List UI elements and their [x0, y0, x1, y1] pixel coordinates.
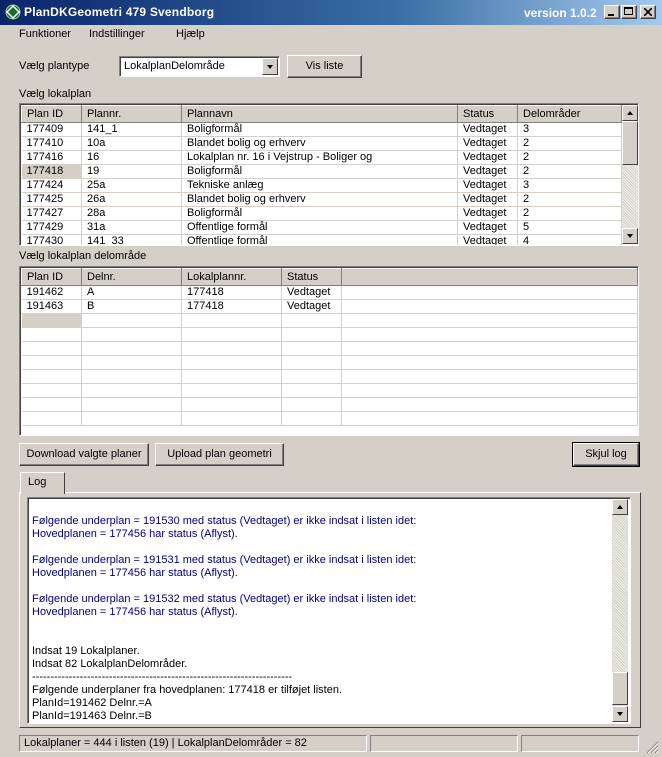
- empty-cell: [22, 314, 82, 328]
- hide-log-button[interactable]: Skjul log: [573, 443, 639, 466]
- column-header-delnr[interactable]: Delnr.: [82, 269, 182, 286]
- empty-cell: [342, 412, 638, 426]
- version-label: version 1.0.2: [524, 6, 597, 20]
- table-cell: Vedtaget: [458, 179, 518, 193]
- table-cell: Vedtaget: [458, 193, 518, 207]
- empty-row: [22, 314, 638, 328]
- empty-cell: [82, 342, 182, 356]
- table-cell: 26a: [82, 193, 182, 207]
- table-cell: 177418: [182, 286, 282, 300]
- table-row[interactable]: [22, 123, 622, 137]
- plantype-selected-value: LokalplanDelområde: [124, 60, 225, 72]
- table-cell: 2: [518, 207, 622, 221]
- status-panel-empty: [370, 735, 518, 752]
- log-line: PlanId=191462 Delnr.=A: [32, 697, 152, 709]
- log-line: Hovedplanen = 177456 har status (Aflyst).: [32, 606, 238, 618]
- empty-cell: [282, 342, 342, 356]
- table-cell: [342, 286, 638, 300]
- table-cell: Lokalplan nr. 16 i Vejstrup - Boliger og: [182, 151, 458, 165]
- table-cell: Vedtaget: [282, 300, 342, 314]
- tab-log[interactable]: Log: [20, 472, 65, 494]
- log-line: Følgende underplan = 191532 med status (Vedtaget) er ikke indsat i listen idet:: [32, 593, 417, 605]
- table-cell: 2: [518, 165, 622, 179]
- minimize-icon: [608, 14, 614, 16]
- empty-cell: [182, 328, 282, 342]
- download-button[interactable]: Download valgte planer: [19, 443, 149, 466]
- table-cell: 191463: [22, 300, 82, 314]
- log-line: Indsat 19 Lokalplaner.: [32, 645, 140, 657]
- table-cell: 16: [82, 151, 182, 165]
- minimize-button[interactable]: [604, 5, 620, 19]
- empty-row: [22, 342, 638, 356]
- column-header-plannr[interactable]: Plannr.: [82, 106, 182, 123]
- delomraade-grid[interactable]: [19, 266, 639, 436]
- scroll-down-button[interactable]: [622, 228, 638, 244]
- table-cell: 177416: [22, 151, 82, 165]
- table-row[interactable]: [22, 179, 622, 193]
- log-scrollbar[interactable]: [612, 499, 628, 722]
- empty-row: [22, 412, 638, 426]
- log-line: Følgende underplan = 191530 med status (Vedtaget) er ikke indsat i listen idet:: [32, 515, 417, 527]
- column-header-plan-id[interactable]: Plan ID: [22, 106, 82, 123]
- upload-button[interactable]: Upload plan geometri: [155, 443, 284, 466]
- table-cell: Vedtaget: [458, 137, 518, 151]
- log-line: -----------------------------------------------------------------------: [32, 671, 293, 683]
- log-line: Hovedplanen = 177456 har status (Aflyst).: [32, 567, 238, 579]
- log-line: Følgende underplaner fra hovedplanen: 177418 er tilføjet listen.: [32, 684, 343, 696]
- empty-row: [22, 356, 638, 370]
- empty-cell: [82, 398, 182, 412]
- column-header-status[interactable]: Status: [458, 106, 518, 123]
- empty-cell: [22, 412, 82, 426]
- empty-cell: [282, 370, 342, 384]
- log-line: PlanId=191463 Delnr.=B: [32, 710, 152, 722]
- status-panel-empty: [521, 735, 639, 752]
- empty-cell: [342, 356, 638, 370]
- arrow-up-icon: [627, 111, 633, 115]
- empty-cell: [342, 328, 638, 342]
- delomraade-label: Vælg lokalplan delområde: [19, 250, 147, 262]
- table-row[interactable]: [22, 207, 622, 221]
- table-cell: 3: [518, 123, 622, 137]
- table-cell: 2: [518, 137, 622, 151]
- table-cell: Tekniske anlæg: [182, 179, 458, 193]
- empty-cell: [82, 356, 182, 370]
- table-cell: Boligformål: [182, 165, 458, 179]
- empty-cell: [282, 384, 342, 398]
- table-cell: 177418: [22, 165, 82, 179]
- empty-row: [22, 328, 638, 342]
- empty-cell: [182, 412, 282, 426]
- table-cell: 177427: [22, 207, 82, 221]
- maximize-button[interactable]: [621, 5, 637, 19]
- table-cell: Boligformål: [182, 207, 458, 221]
- lokalplan-grid[interactable]: [19, 103, 639, 246]
- empty-cell: [342, 370, 638, 384]
- table-cell: Vedtaget: [282, 286, 342, 300]
- resize-grip-icon[interactable]: [645, 740, 659, 754]
- table-cell: B: [82, 300, 182, 314]
- column-header-plannavn[interactable]: Plannavn: [182, 106, 458, 123]
- table-cell: 177425: [22, 193, 82, 207]
- empty-cell: [22, 328, 82, 342]
- column-header-status[interactable]: Status: [282, 269, 342, 286]
- empty-cell: [342, 314, 638, 328]
- chevron-down-icon: [267, 65, 273, 69]
- vis-liste-button[interactable]: Vis liste: [287, 55, 362, 78]
- plantype-label: Vælg plantype: [19, 60, 90, 72]
- empty-cell: [22, 384, 82, 398]
- table-row[interactable]: [22, 137, 622, 151]
- column-header-delomraader[interactable]: Delområder: [518, 106, 622, 123]
- empty-cell: [342, 384, 638, 398]
- scroll-thumb[interactable]: [612, 672, 628, 705]
- empty-cell: [282, 398, 342, 412]
- table-cell: Blandet bolig og erhverv: [182, 193, 458, 207]
- empty-row: [22, 398, 638, 412]
- table-cell: 10a: [82, 137, 182, 151]
- arrow-down-icon: [617, 712, 623, 716]
- table-row[interactable]: [22, 151, 622, 165]
- empty-cell: [82, 328, 182, 342]
- table-cell: 4: [518, 235, 622, 247]
- table-cell: Vedtaget: [458, 165, 518, 179]
- empty-cell: [182, 342, 282, 356]
- table-row[interactable]: [22, 300, 638, 314]
- table-cell: Vedtaget: [458, 221, 518, 235]
- table-cell: Vedtaget: [458, 207, 518, 221]
- arrow-down-icon: [627, 234, 633, 238]
- table-cell: Vedtaget: [458, 235, 518, 247]
- lokalplan-label: Vælg lokalplan: [19, 88, 92, 100]
- lokalplan-scrollbar[interactable]: [622, 105, 638, 244]
- title-bar[interactable]: [0, 0, 662, 25]
- empty-cell: [282, 412, 342, 426]
- empty-cell: [182, 398, 282, 412]
- empty-cell: [182, 314, 282, 328]
- table-cell: 141_1: [82, 123, 182, 137]
- table-cell: Vedtaget: [458, 123, 518, 137]
- empty-cell: [22, 342, 82, 356]
- column-header-filler: [342, 269, 638, 286]
- table-cell: 5: [518, 221, 622, 235]
- menu-hjaelp[interactable]: Hjælp: [176, 28, 205, 40]
- table-row[interactable]: [22, 286, 638, 300]
- empty-row: [22, 370, 638, 384]
- table-row[interactable]: [22, 221, 622, 235]
- arrow-up-icon: [617, 505, 623, 509]
- table-cell: 177409: [22, 123, 82, 137]
- close-icon: [644, 8, 652, 16]
- log-line: Indsat 82 LokalplanDelområder.: [32, 658, 188, 670]
- empty-cell: [82, 412, 182, 426]
- table-cell: 177430: [22, 235, 82, 247]
- empty-cell: [82, 384, 182, 398]
- table-row[interactable]: [22, 165, 622, 179]
- table-cell: 177429: [22, 221, 82, 235]
- empty-cell: [82, 370, 182, 384]
- table-cell: 2: [518, 151, 622, 165]
- scroll-thumb[interactable]: [622, 121, 638, 165]
- plantype-select[interactable]: [119, 56, 280, 77]
- empty-cell: [342, 342, 638, 356]
- scroll-up-button[interactable]: [612, 499, 628, 515]
- column-header-lokalplannr[interactable]: Lokalplannr.: [182, 269, 282, 286]
- table-row[interactable]: [22, 235, 622, 247]
- empty-cell: [282, 356, 342, 370]
- table-cell: 28a: [82, 207, 182, 221]
- table-cell: [342, 300, 638, 314]
- table-cell: 141_33: [82, 235, 182, 247]
- status-text: Lokalplaner = 444 i listen (19) | LokalplanDelområder = 82: [19, 735, 367, 752]
- table-cell: 31a: [82, 221, 182, 235]
- empty-cell: [22, 398, 82, 412]
- table-cell: A: [82, 286, 182, 300]
- table-cell: 2: [518, 193, 622, 207]
- empty-row: [22, 384, 638, 398]
- table-cell: 191462: [22, 286, 82, 300]
- log-line: Følgende underplan = 191531 med status (Vedtaget) er ikke indsat i listen idet:: [32, 554, 417, 566]
- scroll-up-button[interactable]: [622, 105, 638, 121]
- table-cell: Blandet bolig og erhverv: [182, 137, 458, 151]
- app-logo-icon: [5, 4, 21, 20]
- empty-cell: [22, 370, 82, 384]
- table-cell: Boligformål: [182, 123, 458, 137]
- close-button[interactable]: [640, 5, 656, 19]
- empty-cell: [182, 370, 282, 384]
- menu-indstillinger[interactable]: Indstillinger: [89, 28, 145, 40]
- table-cell: 177418: [182, 300, 282, 314]
- table-cell: Offentlige formål: [182, 221, 458, 235]
- window-title: PlanDKGeometri 479 Svendborg: [24, 5, 215, 19]
- table-cell: 177424: [22, 179, 82, 193]
- table-cell: Offentlige formål: [182, 235, 458, 247]
- log-textbox[interactable]: [27, 497, 631, 724]
- column-header-plan-id[interactable]: Plan ID: [22, 269, 82, 286]
- empty-cell: [282, 328, 342, 342]
- empty-cell: [342, 398, 638, 412]
- dropdown-button[interactable]: [262, 58, 278, 75]
- empty-cell: [22, 356, 82, 370]
- scroll-down-button[interactable]: [612, 706, 628, 722]
- table-cell: Vedtaget: [458, 151, 518, 165]
- table-cell: 3: [518, 179, 622, 193]
- table-cell: 25a: [82, 179, 182, 193]
- table-cell: 177410: [22, 137, 82, 151]
- table-cell: 19: [82, 165, 182, 179]
- empty-cell: [282, 314, 342, 328]
- table-row[interactable]: [22, 193, 622, 207]
- menu-funktioner[interactable]: Funktioner: [19, 28, 71, 40]
- maximize-icon: [624, 7, 633, 15]
- log-line: Hovedplanen = 177456 har status (Aflyst).: [32, 528, 238, 540]
- empty-cell: [182, 384, 282, 398]
- empty-cell: [182, 356, 282, 370]
- empty-cell: [82, 314, 182, 328]
